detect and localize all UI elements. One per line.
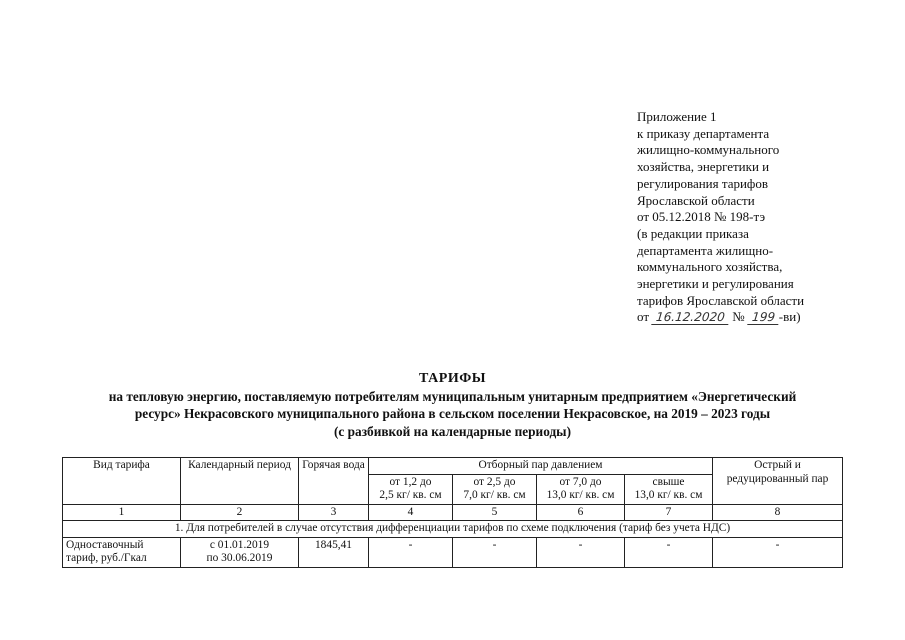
appendix-block: [637, 109, 887, 326]
cell-line: по 30.06.2019: [206, 552, 273, 564]
handwritten-date: 16.12.2020: [652, 311, 730, 325]
cell-line: Одноставочный: [66, 538, 144, 551]
header-steam-group: Отборный пар давлением: [369, 458, 713, 475]
header-line: от 1,2 до: [389, 475, 432, 488]
header-line: 2,5 кг/ кв. см: [379, 489, 442, 501]
cell-line: тариф, руб./Гкал: [66, 552, 147, 564]
appendix-line: энергетики и регулирования: [637, 276, 794, 292]
column-number-row: [63, 504, 843, 521]
cell-hot-water: 1845,41: [299, 537, 369, 567]
appendix-line: Ярославской области: [637, 192, 755, 208]
cell-steam-1: -: [369, 537, 453, 567]
column-number: 3: [299, 504, 369, 521]
appendix-suffix: -ви): [778, 309, 801, 325]
tariffs-table: [62, 457, 843, 568]
section-row: [63, 521, 843, 538]
title-line: (с разбивкой на календарные периоды): [334, 423, 571, 439]
header-period: Календарный период: [181, 458, 299, 505]
column-number: 2: [181, 504, 299, 521]
appendix-line: департамента жилищно-: [637, 242, 774, 258]
column-number: 5: [453, 504, 537, 521]
title-line: на тепловую энергию, поставляемую потребителям муниципальным унитарным предприятием «Энергетический: [108, 388, 797, 404]
header-line: 13,0 кг/ кв. см: [634, 489, 703, 501]
appendix-line: тарифов Ярославской области: [637, 292, 805, 308]
cell-sharp-steam: -: [713, 537, 843, 567]
appendix-line: коммунального хозяйства,: [637, 259, 783, 275]
appendix-prefix: от: [637, 309, 650, 325]
header-steam-3: [537, 474, 625, 504]
header-line: от 2,5 до: [473, 475, 516, 488]
handwritten-number: 199: [747, 311, 779, 325]
appendix-line: Приложение 1: [637, 109, 717, 124]
header-line: 7,0 кг/ кв. см: [463, 489, 526, 501]
cell-steam-2: -: [453, 537, 537, 567]
appendix-line: к приказу департамента: [637, 125, 770, 141]
cell-line: с 01.01.2019: [209, 538, 270, 551]
header-row: [63, 458, 843, 475]
header-line: от 7,0 до: [559, 475, 602, 488]
appendix-line: хозяйства, энергетики и: [637, 159, 770, 175]
header-sharp-steam: Острый и редуцированный пар: [713, 458, 843, 505]
header-line: 13,0 кг/ кв. см: [546, 489, 615, 501]
header-steam-2: [453, 474, 537, 504]
header-tariff-type: Вид тарифа: [63, 458, 181, 505]
cell-tariff-type: [63, 537, 181, 567]
cell-steam-4: -: [625, 537, 713, 567]
column-number: 4: [369, 504, 453, 521]
header-hot-water: Горячая вода: [299, 458, 369, 505]
header-line: свыше: [652, 475, 685, 488]
title-heading: ТАРИФЫ: [419, 371, 486, 386]
header-steam-4: [625, 474, 713, 504]
cell-steam-3: -: [537, 537, 625, 567]
header-steam-1: [369, 474, 453, 504]
document-title: [40, 370, 865, 440]
number-label: №: [732, 309, 745, 325]
appendix-last-line: [637, 309, 887, 326]
column-number: 8: [713, 504, 843, 521]
section-title: 1. Для потребителей в случае отсутствия дифференциации тарифов по схеме подключения (тариф без учета НДС): [63, 521, 843, 538]
table-row: [63, 537, 843, 567]
appendix-line: жилищно-коммунального: [637, 142, 780, 158]
appendix-line: от 05.12.2018 № 198-тэ: [637, 209, 766, 225]
column-number: 7: [625, 504, 713, 521]
column-number: 1: [63, 504, 181, 521]
appendix-line: регулирования тарифов: [637, 175, 768, 191]
column-number: 6: [537, 504, 625, 521]
cell-period: [181, 537, 299, 567]
title-line: ресурс» Некрасовского муниципального района в сельском поселении Некрасовское, на 2019 – 2023 годы: [134, 406, 771, 421]
appendix-line: (в редакции приказа: [637, 225, 749, 241]
